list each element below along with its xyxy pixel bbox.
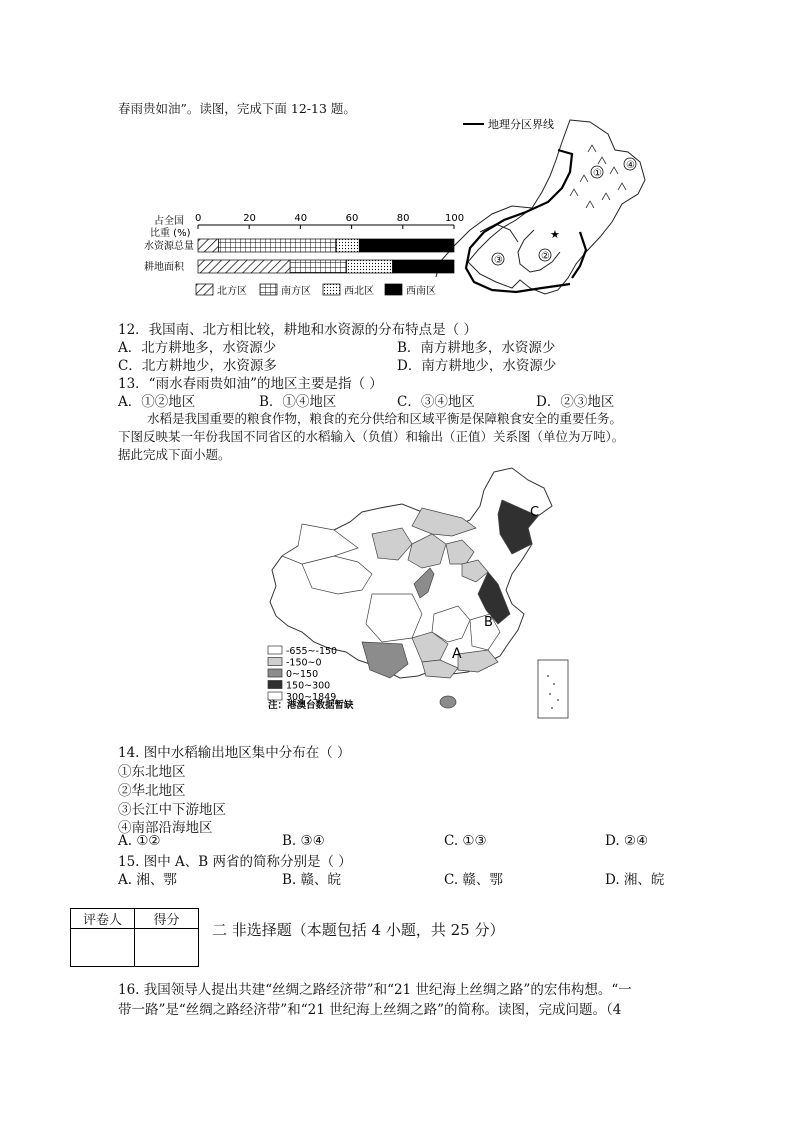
- figure-regions: [140, 112, 670, 307]
- legend-northwest: 西北区: [344, 286, 374, 297]
- bar-tick-label: 80: [396, 213, 410, 224]
- legend-southwest: 西南区: [406, 286, 436, 297]
- passage-line-3: 据此完成下面小题。: [118, 447, 231, 462]
- region-label-2: ②: [541, 251, 550, 262]
- legend-swatch: [268, 669, 282, 677]
- q14-stem: 14. 图中水稻输出地区集中分布在（ ）: [118, 745, 351, 761]
- q14-item-2: ②华北地区: [118, 783, 186, 799]
- q14-item-3: ③长江中下游地区: [118, 802, 226, 818]
- score-header: 得分: [135, 909, 199, 929]
- bar-segment: [198, 239, 218, 252]
- legend-north: 北方区: [217, 286, 247, 297]
- bar-segment: [359, 239, 454, 252]
- bar-row-label: 水资源总量: [144, 241, 194, 252]
- q14-option-d[interactable]: D. ②④: [605, 833, 649, 849]
- province-label-c: C: [530, 505, 540, 520]
- bar-ylabel-1: 占全国: [154, 216, 184, 227]
- bar-rows: [144, 239, 454, 273]
- rice-map-legend: [268, 646, 337, 703]
- region-label-3: ③: [494, 255, 503, 266]
- bar-segment: [336, 239, 359, 252]
- reviewer-cell[interactable]: [71, 929, 135, 967]
- q12-option-d[interactable]: D．南方耕地少，水资源少: [397, 358, 557, 374]
- q13-stem: 13．“雨水春雨贵如油”的地区主要是指（ ）: [118, 376, 383, 392]
- bar-tick-label: 40: [294, 213, 308, 224]
- capital-star-icon: ★: [550, 228, 560, 241]
- reviewer-header: 评卷人: [71, 909, 135, 929]
- score-table: [70, 908, 199, 967]
- bar-row-label: 耕地面积: [144, 262, 184, 273]
- q14-option-c[interactable]: C. ①③: [444, 833, 487, 849]
- province-label-a: A: [452, 646, 462, 662]
- bar-ylabel-2: 比重 (%): [150, 228, 191, 239]
- legend-label: 150~300: [286, 680, 331, 692]
- bar-tick-label: 100: [445, 213, 465, 224]
- province-label-b: B: [484, 615, 493, 630]
- q14-item-4: ④南部沿海地区: [118, 820, 213, 836]
- bar-tick-label: 0: [195, 213, 202, 224]
- legend-swatch: [268, 646, 282, 654]
- south-china-sea-inset: [538, 660, 568, 718]
- q12-option-a[interactable]: A．北方耕地多，水资源少: [118, 340, 277, 356]
- q12-option-b[interactable]: B．南方耕地多，水资源少: [397, 340, 556, 356]
- bar-segment: [198, 260, 290, 273]
- legend-south: 南方区: [281, 286, 311, 297]
- q15-option-b[interactable]: B. 赣、皖: [282, 872, 342, 888]
- passage-line-1: 水稻是我国重要的粮食作物，粮食的充分供给和区域平衡是保障粮食安全的重要任务。: [147, 411, 623, 426]
- legend-label: -655~-150: [286, 646, 338, 657]
- legend-label: 300~1849: [286, 692, 337, 703]
- bar-tick-label: 60: [345, 213, 359, 224]
- region-label-1: ①: [593, 168, 602, 179]
- q15-option-a[interactable]: A. 湘、鄂: [118, 872, 177, 888]
- bar-segment: [393, 260, 454, 273]
- legend-swatch: [268, 658, 282, 666]
- q13-option-a[interactable]: A．①②地区: [118, 394, 196, 410]
- q12-stem: 12．我国南、北方相比较，耕地和水资源的分布特点是（ ）: [118, 322, 477, 338]
- q15-option-c[interactable]: C. 赣、鄂: [444, 872, 503, 888]
- legend-swatch: [268, 681, 282, 689]
- q15-stem: 15. 图中 A、B 两省的简称分别是（ ）: [118, 854, 352, 870]
- legend-label: 0~150: [286, 669, 319, 680]
- bar-tick-label: 20: [243, 213, 256, 224]
- bar-segment: [218, 239, 336, 252]
- q13-option-c[interactable]: C．③④地区: [397, 394, 475, 410]
- province-hainan-region: [440, 696, 456, 708]
- map-note: 注：港澳台数据暂缺: [268, 700, 354, 711]
- q13-option-b[interactable]: B．①④地区: [259, 394, 337, 410]
- score-cell[interactable]: [135, 929, 199, 967]
- passage-line-2: 下图反映某一年份我国不同省区的水稻输入（负值）和输出（正值）关系图（单位为万吨）。: [118, 429, 625, 444]
- intro-line: 春雨贵如油”。读图，完成下面 12-13 题。: [118, 101, 356, 116]
- bar-ticks: [195, 213, 464, 229]
- legend-swatch: [268, 692, 282, 700]
- legend-label: -150~0: [286, 657, 322, 669]
- q15-option-d[interactable]: D. 湘、皖: [605, 872, 665, 888]
- boundary-legend-label: 地理分区界线: [488, 118, 554, 131]
- q12-option-c[interactable]: C．北方耕地少，水资源多: [118, 358, 277, 374]
- region-map: [436, 120, 645, 294]
- q14-option-b[interactable]: B. ③④: [282, 833, 325, 849]
- bar-segment: [290, 260, 346, 273]
- q16-line-1: 16. 我国领导人提出共建“丝绸之路经济带”和“21 世纪海上丝绸之路”的宏伟构想。“一: [118, 982, 632, 998]
- bar-legend: [196, 284, 436, 297]
- bar-segment: [346, 260, 392, 273]
- figure-rice-map: [262, 464, 572, 720]
- q14-item-1: ①东北地区: [118, 764, 186, 780]
- q13-option-d[interactable]: D．②③地区: [536, 394, 615, 410]
- q14-option-a[interactable]: A. ①②: [118, 833, 161, 849]
- q16-line-2: 带一路”是“丝绸之路经济带”和“21 世纪海上丝绸之路”的简称。读图，完成问题。（4: [118, 1002, 622, 1018]
- section-2-title: 二 非选择题（本题包括 4 小题，共 25 分）: [212, 921, 505, 939]
- region-label-4: ④: [626, 160, 635, 171]
